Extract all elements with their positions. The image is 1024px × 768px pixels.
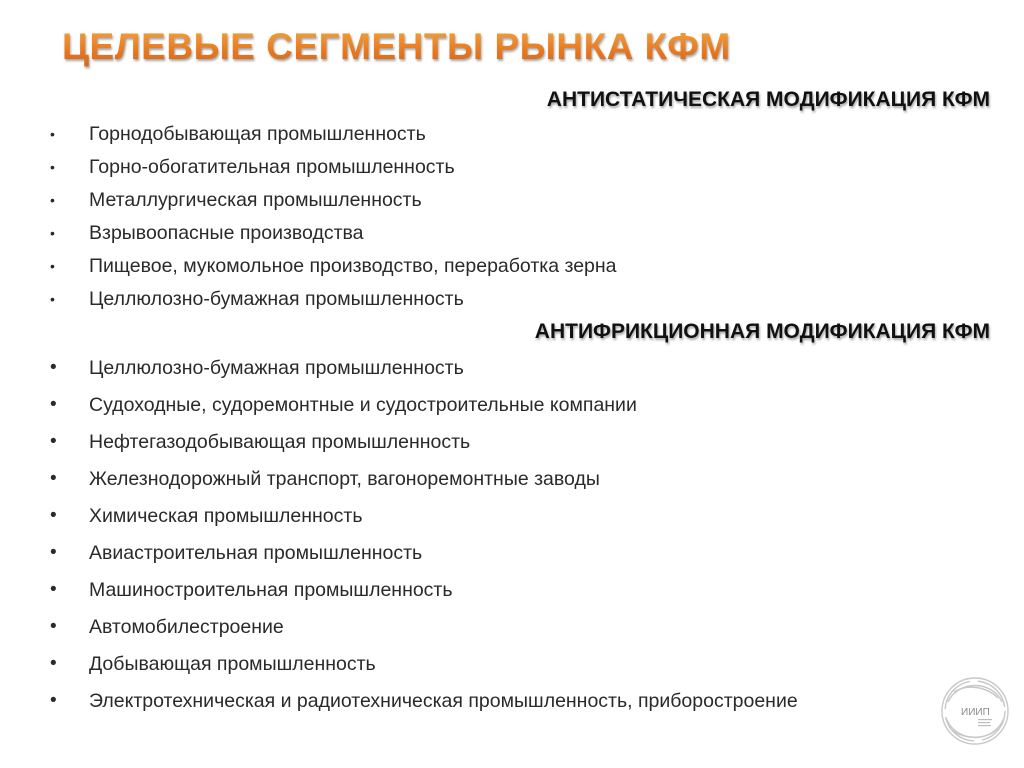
list-item-label: Электротехническая и радиотехническая промышленность, приборостроение — [89, 690, 798, 712]
list-item — [0, 287, 1000, 320]
antifriction-segment-list — [0, 356, 1000, 726]
list-item-label: Металлургическая промышленность — [89, 189, 422, 211]
bullet-icon: • — [50, 505, 57, 526]
list-item — [0, 578, 1000, 615]
list-item-label: Машиностроительная промышленность — [89, 579, 453, 601]
bullet-icon: • — [50, 394, 57, 415]
list-item — [0, 393, 1000, 430]
list-item-label: Нефтегазодобывающая промышленность — [89, 431, 471, 453]
slide-title: ЦЕЛЕВЫЕ СЕГМЕНТЫ РЫНКА КФМ — [62, 26, 731, 67]
list-item — [0, 356, 1000, 393]
list-item — [0, 430, 1000, 467]
list-item-label: Авиастроительная промышленность — [89, 542, 423, 564]
list-item-label: Судоходные, судоремонтные и судостроительные компании — [89, 394, 637, 416]
list-item-label: Горно-обогатительная промышленность — [89, 156, 455, 178]
list-item-label: Горнодобывающая промышленность — [89, 123, 426, 145]
list-item — [0, 615, 1000, 652]
list-item — [0, 467, 1000, 504]
bullet-icon: • — [50, 225, 55, 241]
bullet-icon: • — [50, 357, 57, 378]
list-item — [0, 689, 1000, 726]
bullet-icon: • — [50, 291, 55, 307]
company-logo-icon — [936, 672, 1014, 750]
logo-text: ИИИП — [961, 707, 990, 718]
list-item — [0, 254, 1000, 287]
list-item — [0, 652, 1000, 689]
bullet-icon: • — [50, 192, 55, 208]
bullet-icon: • — [50, 616, 57, 637]
bullet-icon: • — [50, 579, 57, 600]
bullet-icon: • — [50, 690, 57, 711]
antistatic-segment-list — [0, 122, 1000, 320]
list-item-label: Пищевое, мукомольное производство, переработка зерна — [89, 255, 617, 277]
list-item-label: Автомобилестроение — [89, 616, 284, 638]
bullet-icon: • — [50, 468, 57, 489]
list-item — [0, 541, 1000, 578]
list-item-label: Химическая промышленность — [89, 505, 363, 527]
list-item — [0, 221, 1000, 254]
list-item-label: Добывающая промышленность — [89, 653, 376, 675]
list-item — [0, 188, 1000, 221]
list-item-label: Взрывоопасные производства — [89, 222, 364, 244]
list-item-label: Целлюлозно-бумажная промышленность — [89, 357, 464, 379]
list-item — [0, 504, 1000, 541]
section-heading-antifriction: АНТИФРИКЦИОННАЯ МОДИФИКАЦИЯ КФМ — [534, 320, 990, 343]
bullet-icon: • — [50, 159, 55, 175]
bullet-icon: • — [50, 542, 57, 563]
section-heading-antistatic: АНТИСТАТИЧЕСКАЯ МОДИФИКАЦИЯ КФМ — [546, 88, 990, 111]
list-item-label: Железнодорожный транспорт, вагоноремонтные заводы — [89, 468, 600, 490]
bullet-icon: • — [50, 126, 55, 142]
bullet-icon: • — [50, 431, 57, 452]
list-item-label: Целлюлозно-бумажная промышленность — [89, 288, 464, 310]
bullet-icon: • — [50, 653, 57, 674]
list-item — [0, 155, 1000, 188]
bullet-icon: • — [50, 258, 55, 274]
list-item — [0, 122, 1000, 155]
